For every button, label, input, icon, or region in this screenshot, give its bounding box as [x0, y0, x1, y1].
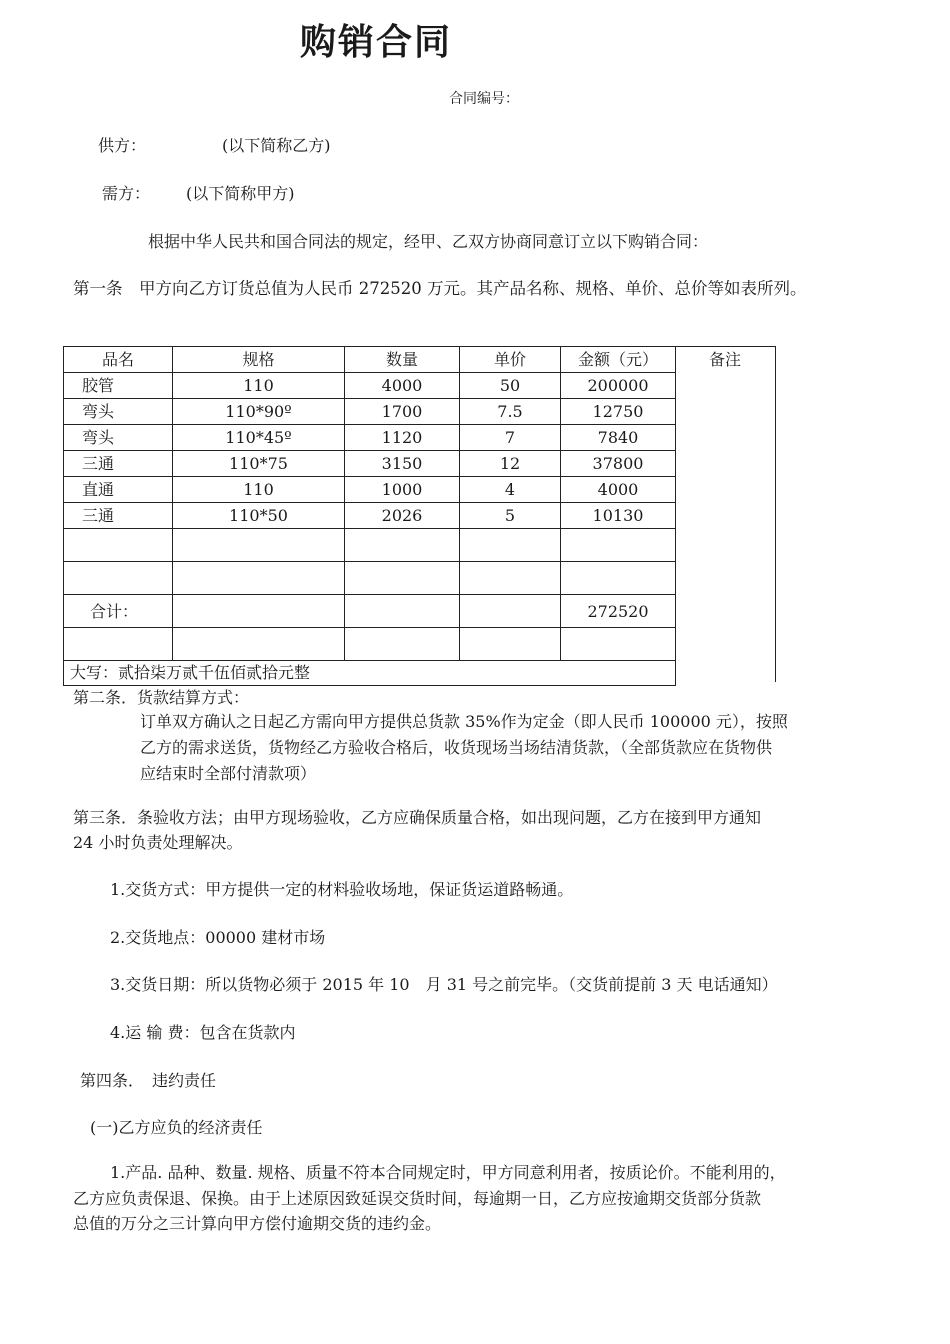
- article-4-line: 乙方应负责保退、保换。由于上述原因致延误交货时间，每逾期一日，乙方应按逾期交货部分货款: [73, 1189, 762, 1208]
- table-row-empty: [64, 529, 676, 562]
- article-2-title: 第二条．货款结算方式：: [73, 688, 250, 707]
- supplier-label: 供方：: [98, 136, 147, 155]
- cell-qty: 3150: [345, 451, 460, 477]
- contract-number-label: 合同编号：: [449, 91, 519, 107]
- header-name: 品名: [64, 347, 173, 373]
- cell-amount: 37800: [561, 451, 676, 477]
- delivery-date: 3.交货日期：所以货物必须于 2015 年 10 月 31 号之前完毕。（交货前提前 3 天 电话通知）: [110, 975, 778, 994]
- cell-name: 直通: [64, 477, 173, 503]
- contract-title: 购销合同: [300, 22, 453, 63]
- supplier-note: (以下简称乙方): [222, 136, 331, 155]
- total-label: 合计：: [64, 595, 173, 628]
- cell-spec: 110*90º: [173, 399, 345, 425]
- cell-amount: 200000: [561, 373, 676, 399]
- cell-spec: 110: [173, 477, 345, 503]
- cell-spec: 110*50: [173, 503, 345, 529]
- cell-price: 7.5: [460, 399, 561, 425]
- cell-price: 5: [460, 503, 561, 529]
- buyer-note: (以下简称甲方): [186, 184, 295, 203]
- remark-column: [675, 346, 776, 682]
- article-3-line: 24 小时负责处理解决。: [73, 833, 243, 852]
- cell-qty: 1700: [345, 399, 460, 425]
- cell-amount: 10130: [561, 503, 676, 529]
- delivery-method: 1.交货方式：甲方提供一定的材料验收场地，保证货运道路畅通。: [110, 880, 574, 899]
- table-row: [64, 503, 676, 529]
- table-row: [64, 399, 676, 425]
- cell-amount: 7840: [561, 425, 676, 451]
- article-4-line: 1.产品. 品种、数量. 规格、质量不符本合同规定时，甲方同意利用者，按质论价。不能利用的，: [110, 1163, 786, 1182]
- cell-price: 12: [460, 451, 561, 477]
- capital-amount: 大写：贰拾柒万贰千伍佰贰拾元整: [64, 661, 676, 686]
- header-spec: 规格: [173, 347, 345, 373]
- goods-table: [63, 346, 676, 686]
- cell-name: 三通: [64, 451, 173, 477]
- table-row-empty: [64, 628, 676, 661]
- article-4-title: 第四条． 违约责任: [80, 1071, 217, 1090]
- cell-price: 50: [460, 373, 561, 399]
- cell-name: 胶管: [64, 373, 173, 399]
- table-header-row: [64, 347, 676, 373]
- intro-text: 根据中华人民共和国合同法的规定，经甲、乙双方协商同意订立以下购销合同：: [148, 232, 709, 251]
- table-row: [64, 477, 676, 503]
- table-row: [64, 425, 676, 451]
- cell-spec: 110*75: [173, 451, 345, 477]
- cell-name: 三通: [64, 503, 173, 529]
- table-row: [64, 373, 676, 399]
- cell-spec: 110: [173, 373, 345, 399]
- table-row-empty: [64, 562, 676, 595]
- cell-qty: 4000: [345, 373, 460, 399]
- cell-qty: 1000: [345, 477, 460, 503]
- article-2-line: 乙方的需求送货，货物经乙方验收合格后，收货现场当场结清货款，（全部货款应在货物供: [140, 738, 773, 757]
- delivery-location: 2.交货地点：00000 建材市场: [110, 928, 326, 947]
- cell-spec: 110*45º: [173, 425, 345, 451]
- table-capital-row: [64, 661, 676, 686]
- article-2-line: 订单双方确认之日起乙方需向甲方提供总货款 35%作为定金（即人民币 100000 元），按照: [140, 712, 788, 731]
- header-price: 单价: [460, 347, 561, 373]
- transport-fee: 4.运 输 费：包含在货款内: [110, 1023, 296, 1042]
- table-row: [64, 451, 676, 477]
- article-2-line: 应结束时全部付清款项）: [140, 764, 317, 783]
- cell-qty: 2026: [345, 503, 460, 529]
- header-qty: 数量: [345, 347, 460, 373]
- buyer-label: 需方：: [102, 184, 151, 203]
- article-4-subtitle: (一)乙方应负的经济责任: [90, 1118, 263, 1137]
- table-total-row: [64, 595, 676, 628]
- total-value: 272520: [561, 595, 676, 628]
- article-4-line: 总值的万分之三计算向甲方偿付逾期交货的违约金。: [73, 1214, 442, 1233]
- article-1: 第一条 甲方向乙方订货总值为人民币 272520 万元。其产品名称、规格、单价、总价等如表所列。: [73, 279, 807, 298]
- cell-price: 7: [460, 425, 561, 451]
- cell-amount: 12750: [561, 399, 676, 425]
- cell-price: 4: [460, 477, 561, 503]
- remark-header: 备注: [708, 350, 741, 369]
- cell-qty: 1120: [345, 425, 460, 451]
- header-amount: 金额（元）: [561, 347, 676, 373]
- article-3-line: 第三条．条验收方法；由甲方现场验收，乙方应确保质量合格，如出现问题，乙方在接到甲方通知: [73, 808, 762, 827]
- cell-amount: 4000: [561, 477, 676, 503]
- cell-name: 弯头: [64, 425, 173, 451]
- cell-name: 弯头: [64, 399, 173, 425]
